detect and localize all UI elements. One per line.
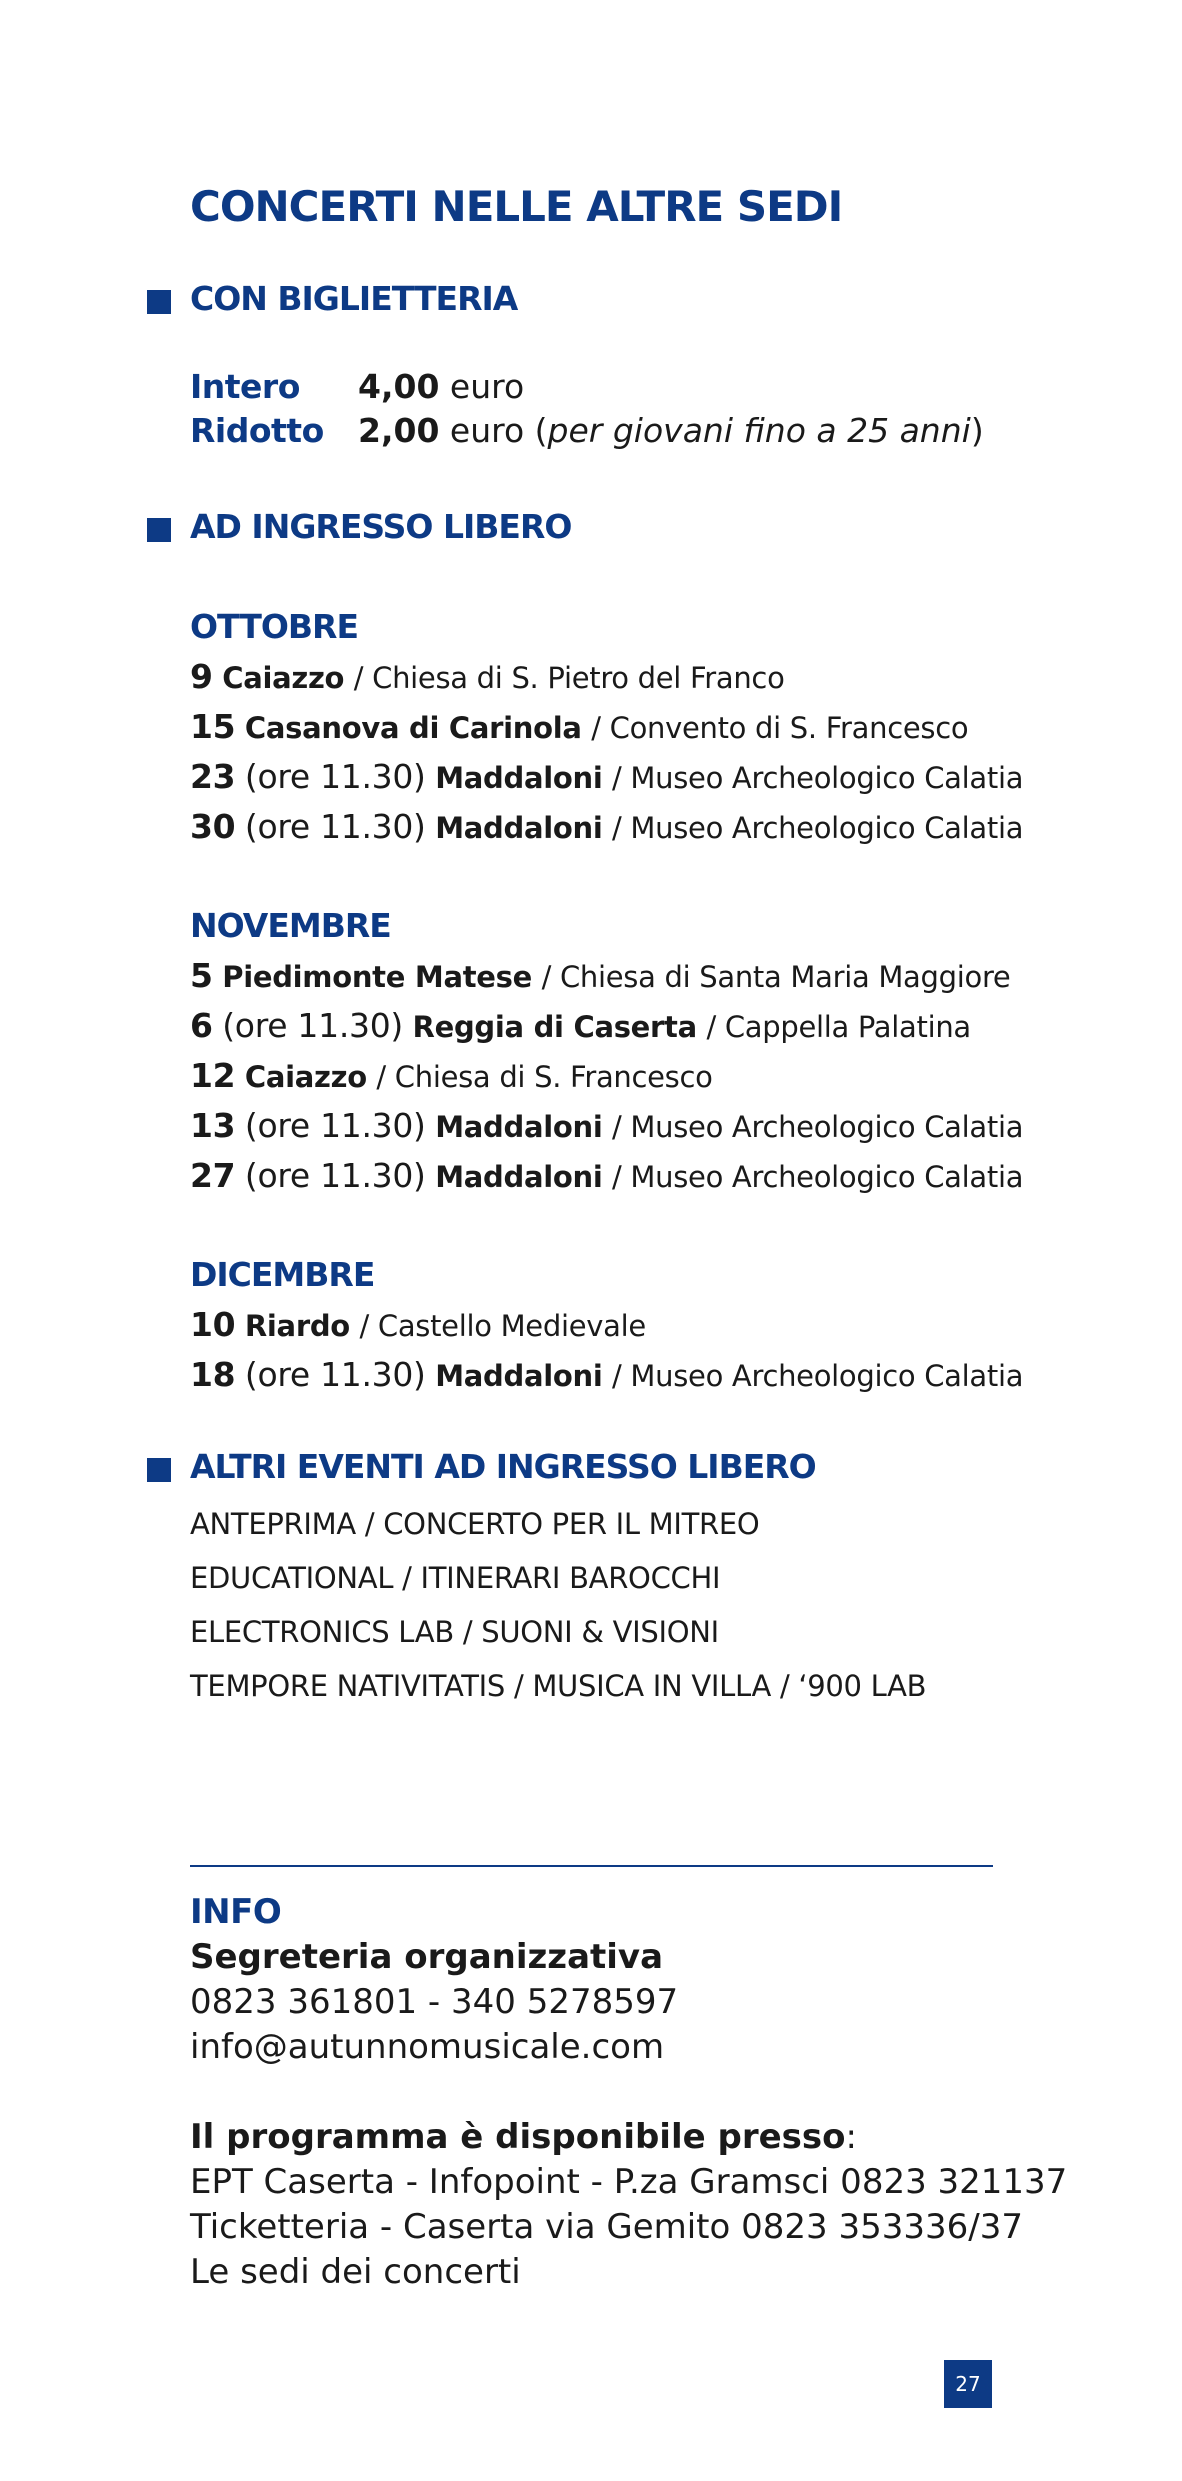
phone-numbers: 0823 361801 - 340 5278597 [190, 1982, 679, 2022]
event-row: 6 (ore 11.30) Reggia di Caserta / Cappella Palatina [190, 1006, 971, 1045]
event-row: 18 (ore 11.30) Maddaloni / Museo Archeologico Calatia [190, 1355, 1024, 1394]
event-row: 5 Piedimonte Matese / Chiesa di Santa Maria Maggiore [190, 956, 1011, 995]
divider [190, 1865, 993, 1867]
price-label: Ridotto [190, 411, 324, 450]
event-row: 23 (ore 11.30) Maddaloni / Museo Archeologico Calatia [190, 757, 1024, 796]
price-value: 2,00 euro (per giovani fino a 25 anni) [358, 411, 984, 450]
other-event-item: TEMPORE NATIVITATIS / MUSICA IN VILLA / ‘900 LAB [190, 1669, 927, 1703]
section-bullet [147, 518, 171, 542]
section-bullet [147, 1458, 171, 1482]
month-heading: OTTOBRE [190, 607, 358, 646]
event-row: 12 Caiazzo / Chiesa di S. Francesco [190, 1056, 713, 1095]
event-row: 13 (ore 11.30) Maddaloni / Museo Archeologico Calatia [190, 1106, 1024, 1145]
event-row: 10 Riardo / Castello Medievale [190, 1305, 646, 1344]
section-heading-ticketed: CON BIGLIETTERIA [190, 279, 518, 318]
price-value: 4,00 euro [358, 367, 525, 406]
page-number: 27 [944, 2360, 992, 2408]
email: info@autunnomusicale.com [190, 2027, 665, 2067]
event-row: 30 (ore 11.30) Maddaloni / Museo Archeologico Calatia [190, 807, 1024, 846]
event-row: 9 Caiazzo / Chiesa di S. Pietro del Franco [190, 657, 785, 696]
section-heading-other: ALTRI EVENTI AD INGRESSO LIBERO [190, 1447, 816, 1486]
other-event-item: EDUCATIONAL / ITINERARI BAROCCHI [190, 1561, 721, 1595]
event-row: 27 (ore 11.30) Maddaloni / Museo Archeologico Calatia [190, 1156, 1024, 1195]
month-heading: DICEMBRE [190, 1255, 375, 1294]
location-item: Ticketteria - Caserta via Gemito 0823 353336/37 [190, 2207, 1023, 2247]
info-heading: INFO [190, 1892, 282, 1932]
availability-label: Il programma è disponibile presso: [190, 2117, 857, 2157]
month-heading: NOVEMBRE [190, 906, 391, 945]
page-title: CONCERTI NELLE ALTRE SEDI [190, 182, 843, 231]
event-row: 15 Casanova di Carinola / Convento di S. Francesco [190, 707, 969, 746]
section-heading-free: AD INGRESSO LIBERO [190, 507, 572, 546]
other-event-item: ANTEPRIMA / CONCERTO PER IL MITREO [190, 1507, 760, 1541]
section-bullet [147, 290, 171, 314]
location-item: EPT Caserta - Infopoint - P.za Gramsci 0823 321137 [190, 2162, 1068, 2202]
other-event-item: ELECTRONICS LAB / SUONI & VISIONI [190, 1615, 719, 1649]
location-item: Le sedi dei concerti [190, 2252, 521, 2292]
price-label: Intero [190, 367, 300, 406]
office-label: Segreteria organizzativa [190, 1937, 664, 1977]
